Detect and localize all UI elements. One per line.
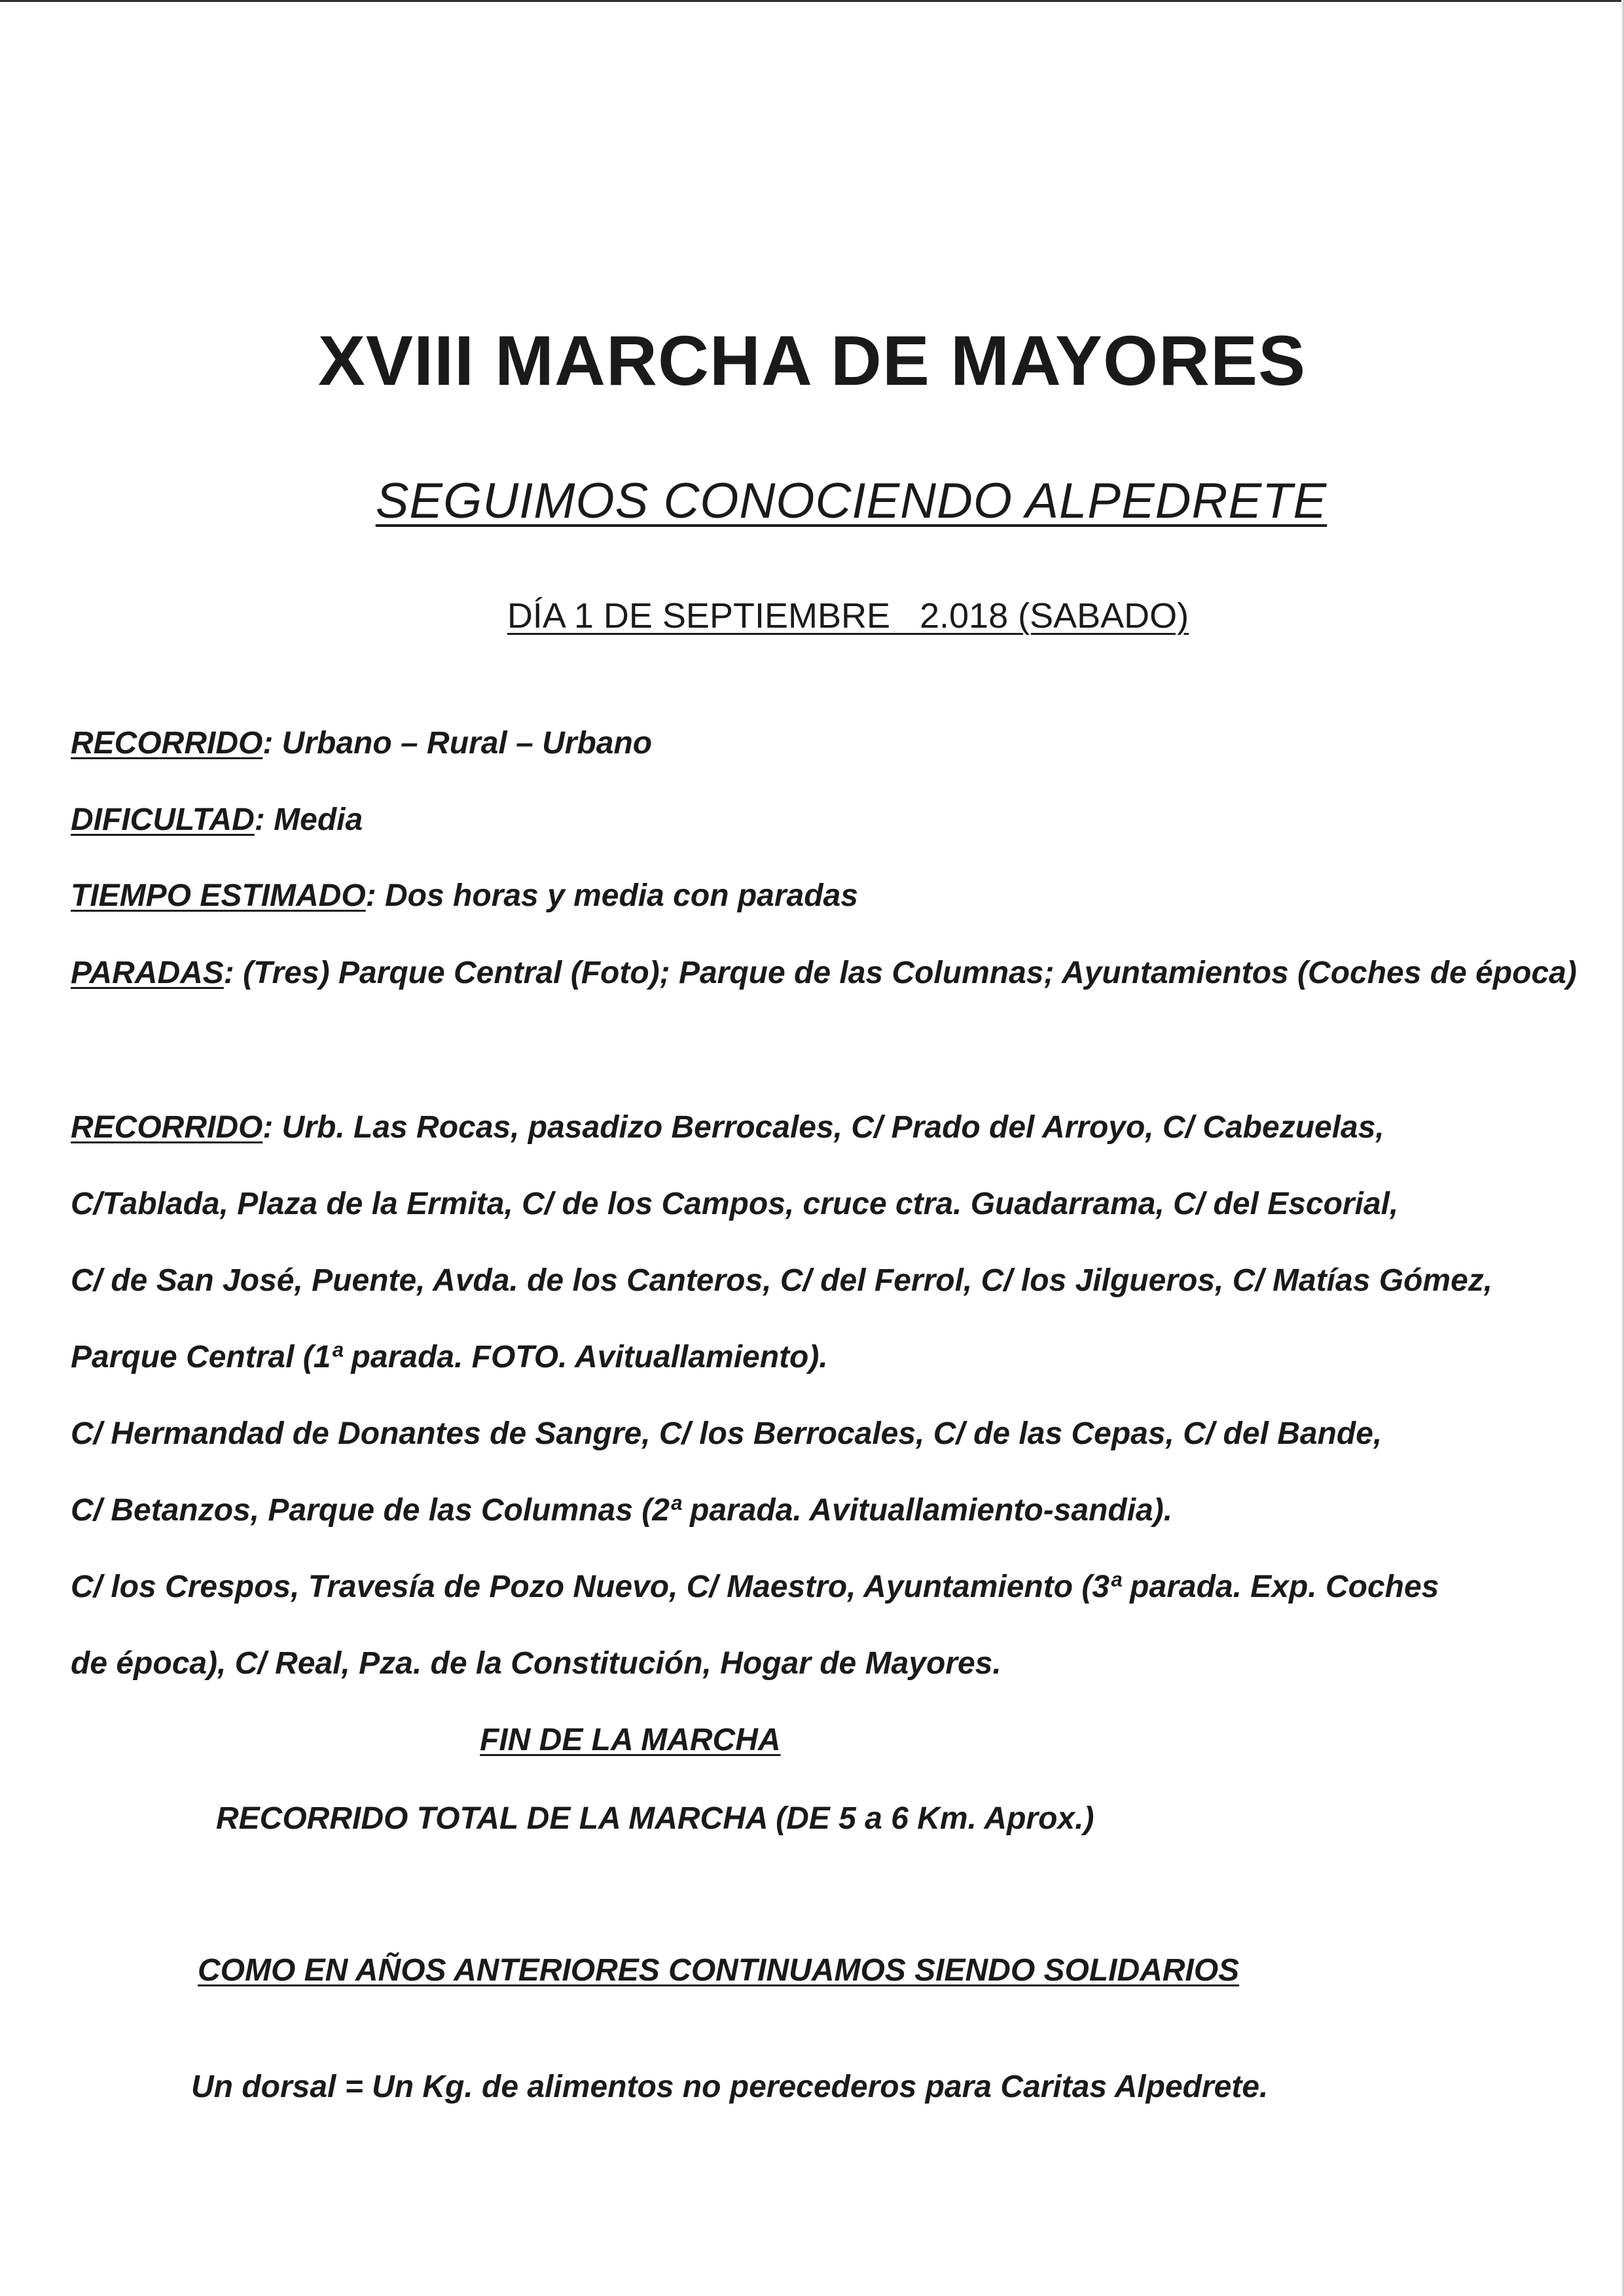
top-border bbox=[0, 0, 1624, 2]
route-line-7: C/ los Crespos, Travesía de Pozo Nuevo, C/ Maestro, Ayuntamiento (3ª parada. Exp. Coches bbox=[71, 1570, 1439, 1604]
dificultad-row bbox=[71, 800, 1589, 840]
dificultad-label: DIFICULTAD bbox=[71, 802, 255, 837]
route-line-4: Parque Central (1ª parada. FOTO. Avituallamiento). bbox=[71, 1340, 828, 1374]
route-line-3: C/ de San José, Puente, Avda. de los Canteros, C/ del Ferrol, C/ los Jilgueros, C/ Matías Gómez, bbox=[71, 1263, 1493, 1298]
event-date bbox=[0, 596, 1624, 636]
recorrido-value: : Urbano – Rural – Urbano bbox=[262, 726, 653, 761]
dorsal-note: Un dorsal = Un Kg. de alimentos no perecederos para Caritas Alpedrete. bbox=[191, 2070, 1269, 2104]
route-label: RECORRIDO bbox=[71, 1110, 263, 1145]
route-line-1 bbox=[71, 1107, 1589, 1148]
subtitle-text: SEGUIMOS CONOCIENDO ALPEDRETE bbox=[375, 473, 1327, 529]
solidarios-heading: COMO EN AÑOS ANTERIORES CONTINUAMOS SIENDO SOLIDARIOS bbox=[198, 1953, 1240, 1988]
fin-de-marcha: FIN DE LA MARCHA bbox=[480, 1723, 781, 1757]
subtitle bbox=[0, 473, 1624, 529]
dificultad-value: : Media bbox=[254, 802, 363, 837]
event-date-text: DÍA 1 DE SEPTIEMBRE 2.018 (SABADO) bbox=[507, 596, 1189, 636]
route-line-6: C/ Betanzos, Parque de las Columnas (2ª parada. Avituallamiento-sandia). bbox=[71, 1493, 1173, 1528]
route-line-2: C/Tablada, Plaza de la Ermita, C/ de los Campos, cruce ctra. Guadarrama, C/ del Escorial, bbox=[71, 1187, 1399, 1221]
route-line-1-text: : Urb. Las Rocas, pasadizo Berrocales, C/ Prado del Arroyo, C/ Cabezuelas, bbox=[262, 1110, 1384, 1145]
paradas-value: : (Tres) Parque Central (Foto); Parque de las Columnas; Ayuntamientos (Coches de época) bbox=[223, 956, 1577, 990]
recorrido-label: RECORRIDO bbox=[71, 726, 263, 761]
tiempo-row bbox=[71, 876, 1589, 916]
tiempo-value: : Dos horas y media con paradas bbox=[365, 878, 858, 913]
tiempo-label: TIEMPO ESTIMADO bbox=[71, 878, 366, 913]
paradas-row bbox=[71, 953, 1589, 994]
recorrido-total: RECORRIDO TOTAL DE LA MARCHA (DE 5 a 6 Km. Aprox.) bbox=[216, 1801, 1094, 1836]
route-line-8: de época), C/ Real, Pza. de la Constitución, Hogar de Mayores. bbox=[71, 1646, 1001, 1681]
page-title: XVIII MARCHA DE MAYORES bbox=[317, 321, 1307, 400]
route-line-5: C/ Hermandad de Donantes de Sangre, C/ los Berrocales, C/ de las Cepas, C/ del Bande, bbox=[71, 1416, 1382, 1451]
paradas-label: PARADAS bbox=[71, 956, 224, 990]
recorrido-type-row bbox=[71, 723, 1589, 764]
